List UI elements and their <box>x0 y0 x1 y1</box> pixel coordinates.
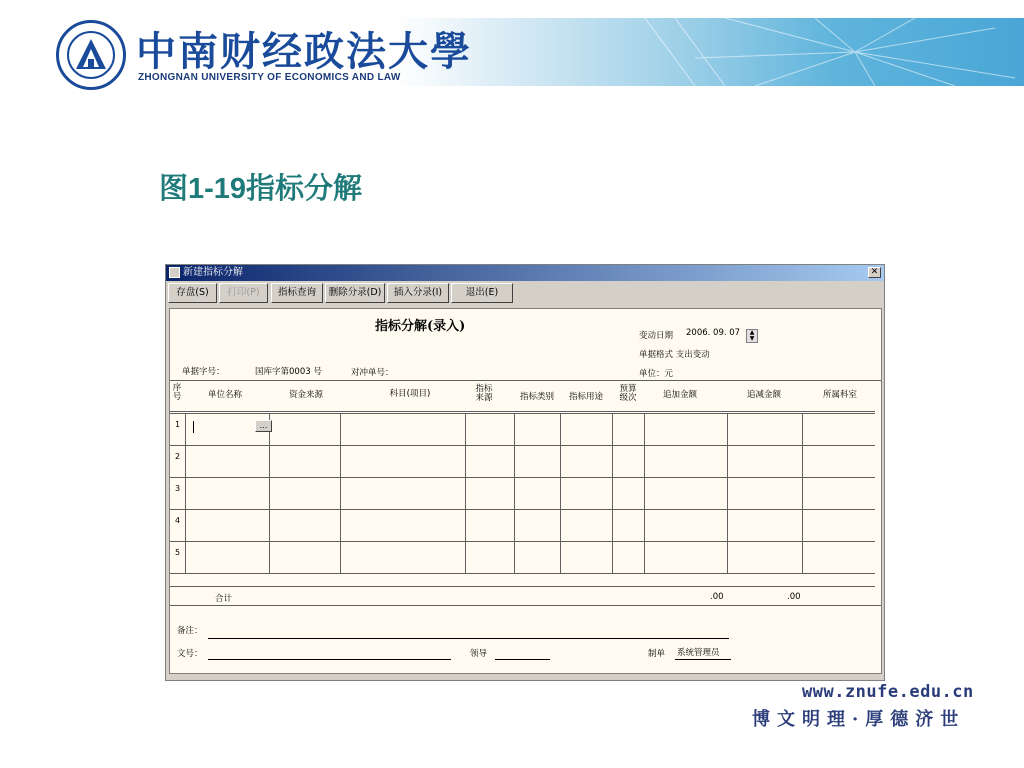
figure-title: 图1-19指标分解 <box>159 173 363 205</box>
change-date-value[interactable]: 2006. 09. 07 <box>686 328 741 338</box>
window-titlebar[interactable] <box>166 265 884 281</box>
unit-name-cell-editor[interactable] <box>190 419 272 437</box>
leader-label: 领导 <box>470 649 488 659</box>
offset-no-label: 对冲单号： <box>351 368 394 378</box>
leader-field[interactable] <box>495 659 550 660</box>
save-button[interactable]: 存盘(S) <box>168 283 217 303</box>
col-header-indicator-use: 指标用途 <box>568 392 603 402</box>
date-spinner[interactable]: ▲ ▼ <box>746 329 758 343</box>
col-header-add-amount: 追加金额 <box>662 390 697 400</box>
header-banner <box>0 0 1024 100</box>
row-number: 4 <box>175 516 181 525</box>
col-header-indicator-type: 指标类别 <box>519 392 554 402</box>
entry-form <box>169 308 882 674</box>
change-date-label: 变动日期 <box>639 331 674 341</box>
maker-field[interactable] <box>675 659 731 660</box>
banner-decoration <box>395 18 1024 86</box>
row-number: 1 <box>175 420 181 429</box>
unit-label: 单位：元 <box>639 369 674 379</box>
university-seal-logo <box>56 20 126 90</box>
close-button[interactable]: ✕ <box>868 267 881 278</box>
col-header-sub-amount: 追减金额 <box>746 390 781 400</box>
doc-label: 文号： <box>177 649 203 659</box>
row-number: 5 <box>175 548 181 557</box>
col-header-department: 所属科室 <box>822 390 857 400</box>
footer-url: www.znufe.edu.cn <box>802 682 974 702</box>
col-header-index: 序号 <box>172 383 182 402</box>
doc-no-value: 国库字第0003 号 <box>255 367 322 377</box>
form-heading: 指标分解(录入) <box>375 319 466 334</box>
text-cursor <box>193 421 194 433</box>
insert-entry-button[interactable]: 插入分录(I) <box>387 283 449 303</box>
indicator-split-window <box>165 264 885 681</box>
lookup-button[interactable]: ... <box>255 420 272 432</box>
window-title: 新建指标分解 <box>183 267 243 278</box>
exit-button[interactable]: 退出(E) <box>451 283 513 303</box>
row-number: 3 <box>175 484 181 493</box>
col-header-indicator-source: 指标来源 <box>475 384 493 403</box>
app-icon <box>169 267 180 278</box>
col-header-budget-level: 预算级次 <box>619 384 637 403</box>
remark-field[interactable] <box>208 638 729 639</box>
total-sub-amount: .00 <box>787 592 801 602</box>
university-name-cn: 中南财经政法大學 <box>136 28 472 75</box>
col-header-subject: 科目(项目) <box>389 389 431 399</box>
doc-no-label: 单据字号： <box>182 367 225 377</box>
row-number: 2 <box>175 452 181 461</box>
doc-field[interactable] <box>208 659 451 660</box>
maker-value: 系统管理员 <box>677 648 720 658</box>
university-name-en: ZHONGNAN UNIVERSITY OF ECONOMICS AND LAW <box>138 72 401 83</box>
doc-format: 单据格式 支出变动 <box>639 350 710 360</box>
delete-entry-button[interactable]: 删除分录(D) <box>325 283 385 303</box>
col-header-unit-name: 单位名称 <box>207 390 242 400</box>
remark-label: 备注： <box>177 626 203 636</box>
col-header-fund-source: 资金来源 <box>288 390 323 400</box>
total-add-amount: .00 <box>710 592 724 602</box>
print-button[interactable]: 打印(P) <box>219 283 268 303</box>
maker-label: 制单 <box>648 649 666 659</box>
total-label: 合计 <box>215 594 233 604</box>
indicator-query-button[interactable]: 指标查询 <box>271 283 323 303</box>
footer-motto: 博文明理·厚德济世 <box>752 709 966 730</box>
